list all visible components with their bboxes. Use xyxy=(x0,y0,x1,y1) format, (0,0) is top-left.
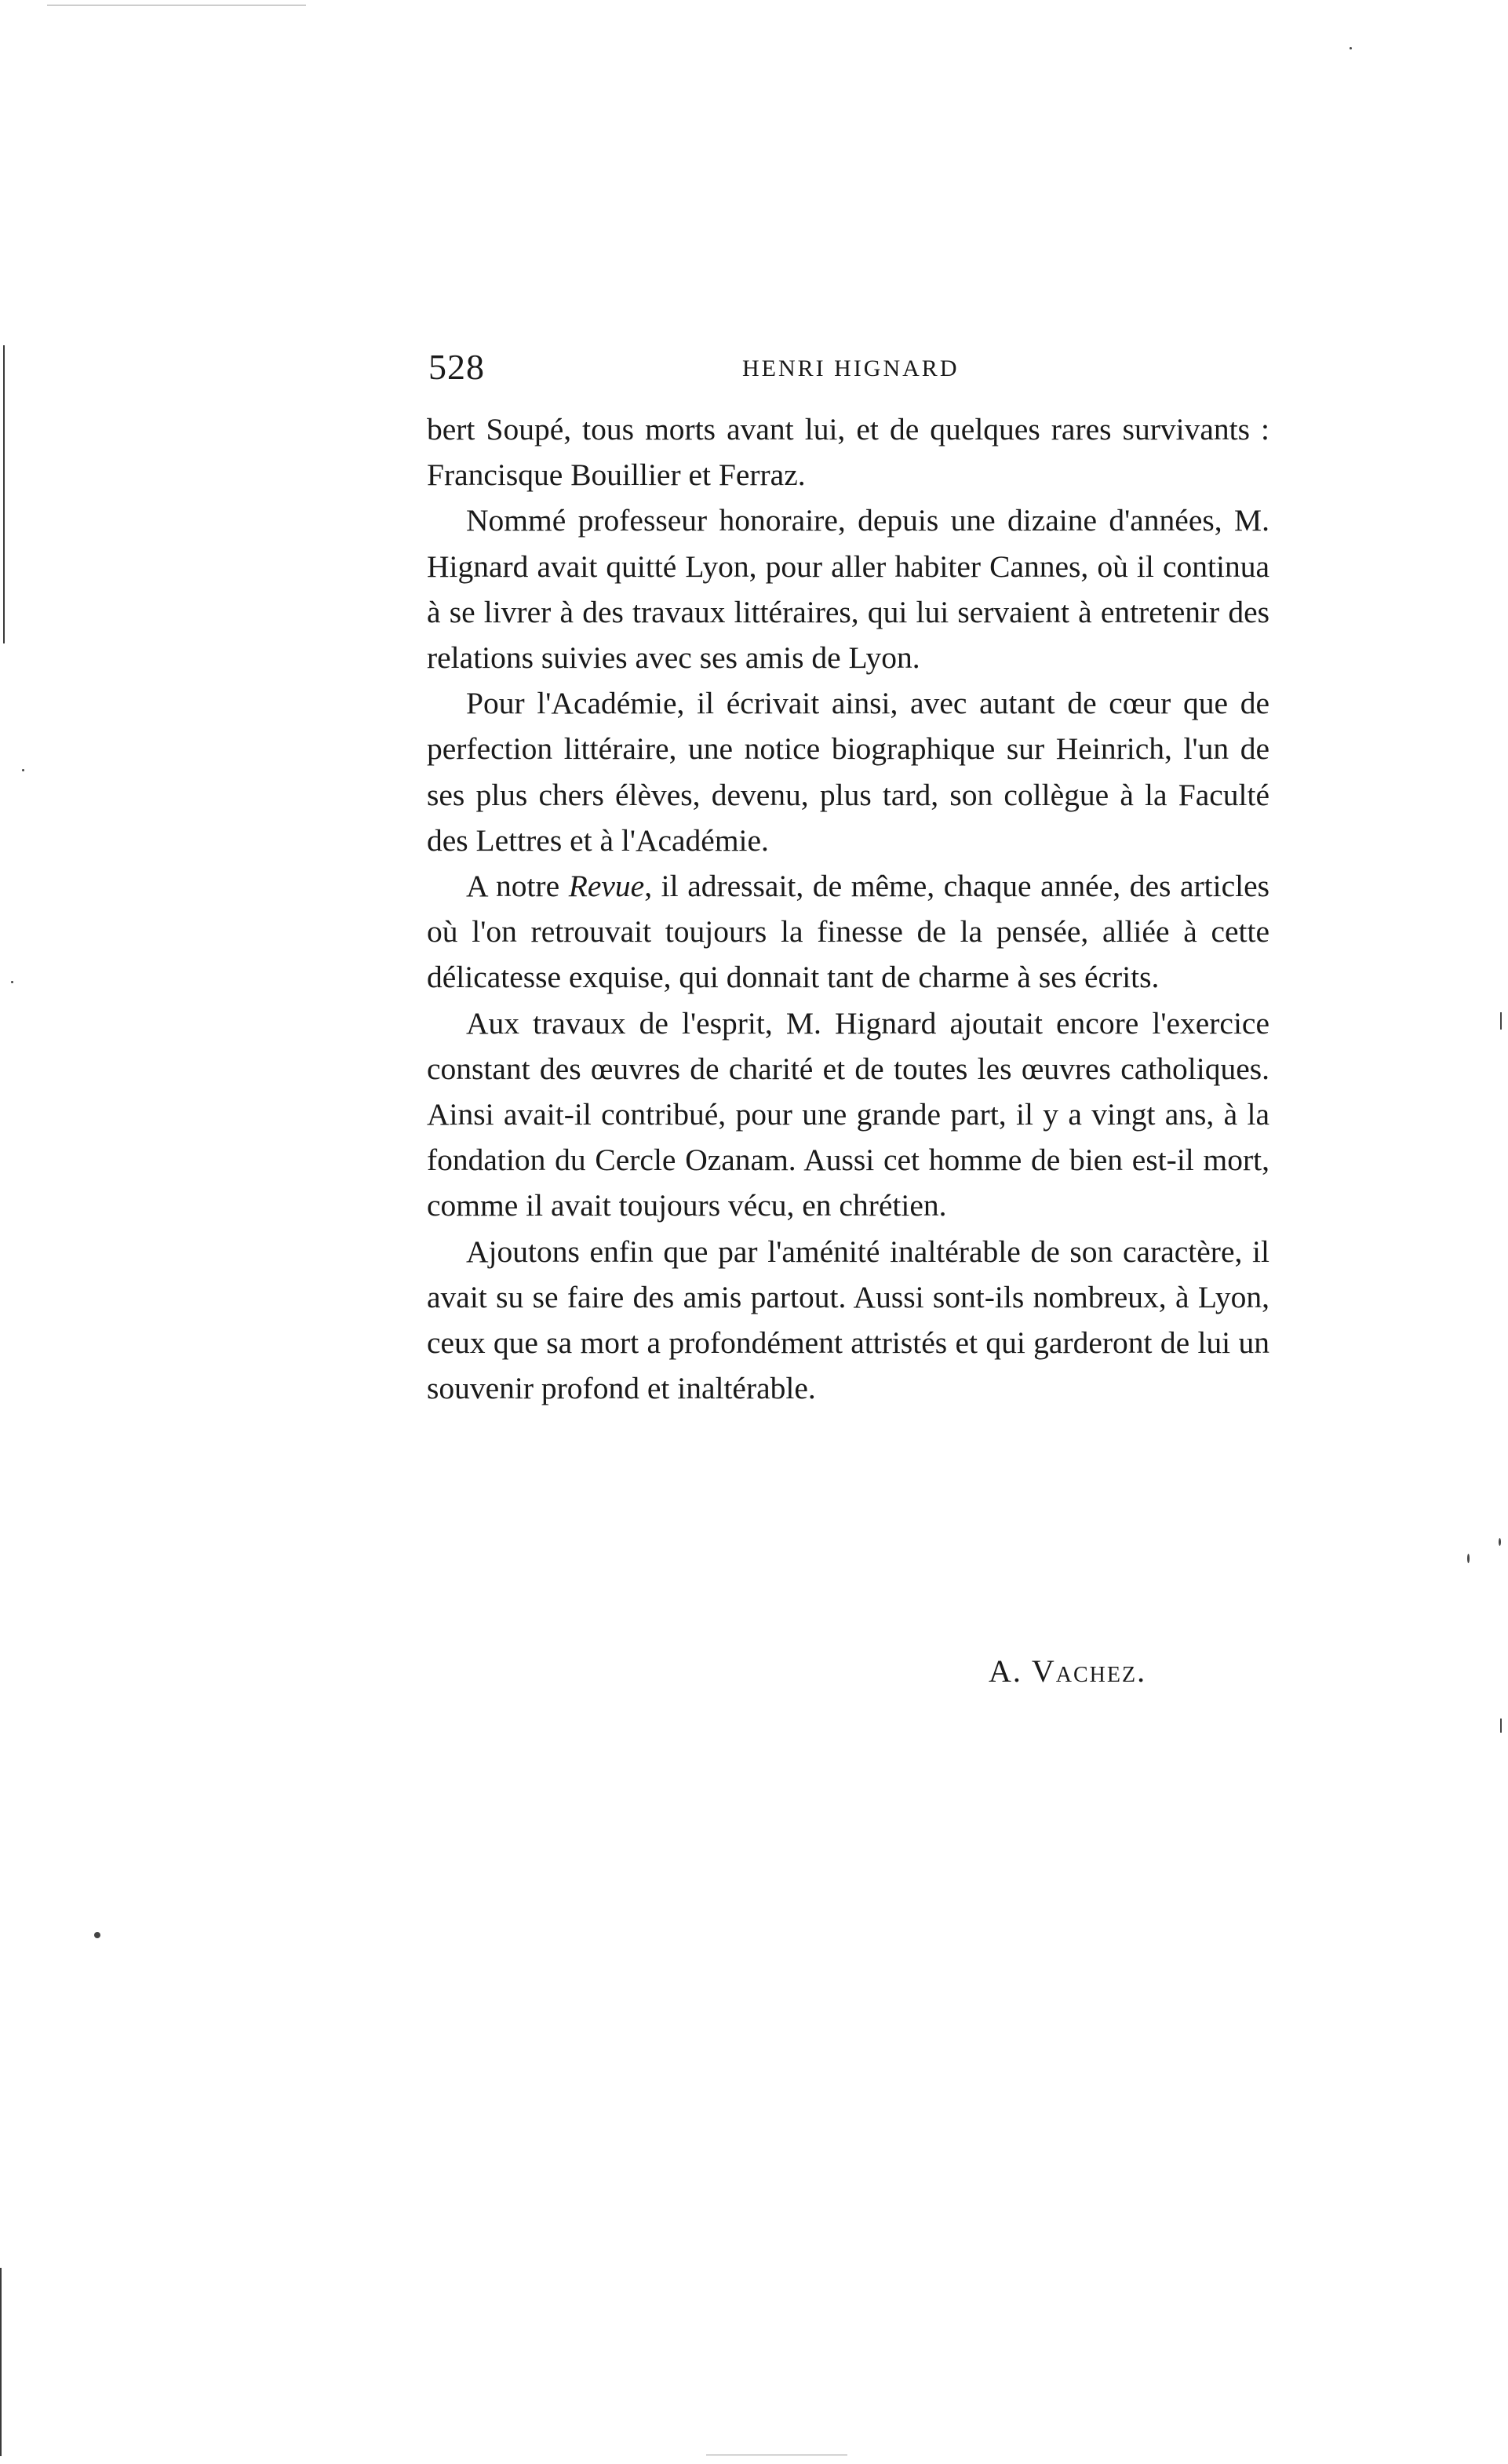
scan-speck xyxy=(1499,1538,1501,1546)
scan-speck xyxy=(1350,47,1352,49)
page-number: 528 xyxy=(428,347,485,387)
paragraph-text: A notre xyxy=(466,869,569,904)
scan-margin-rule xyxy=(0,2268,2,2456)
scan-speck xyxy=(94,1932,100,1938)
scan-speck xyxy=(1500,1012,1502,1030)
scan-speck xyxy=(1500,1719,1502,1733)
paragraph-text: , il adressait, de même, chaque année, des articles où l'on retrouvait toujours la finesse de la pensée, alliée à cette délicatesse exquise, qui donnait tant de charme à ses écrits. xyxy=(427,869,1270,995)
author-signature xyxy=(989,1648,1146,1695)
paragraph: bert Soupé, tous morts avant lui, et de quelques rares survivants : Francisque Bouillier et Ferraz. xyxy=(427,412,1269,493)
signature-name: Vachez. xyxy=(1031,1653,1147,1689)
scan-margin-rule xyxy=(3,345,5,643)
signature-initial: A. xyxy=(989,1653,1032,1689)
body-text xyxy=(427,406,1269,1411)
paragraph: Pour l'Académie, il écrivait ainsi, avec autant de cœur que de perfection littéraire, une notice biographique sur Heinrich, l'un de ses plus chers élèves, devenu, plus tard, son collègue à la Faculté des Lettres et à l'Académie. xyxy=(427,686,1269,858)
paragraph: Aux travaux de l'esprit, M. Hignard ajoutait encore l'exercice constant des œuvres de charité et de toutes les œuvres catholiques. Ainsi avait-il contribué, pour une grande part, il y a vingt ans, à la fondation du Cercle Ozanam. Aussi cet homme de bien est-il mort, comme il avait toujours vécu, en chrétien. xyxy=(427,1005,1269,1223)
paragraph-revue xyxy=(427,863,1269,1001)
running-head: HENRI HIGNARD xyxy=(742,355,960,381)
paragraph: Nommé professeur honoraire, depuis une dizaine d'années, M. Hignard avait quitté Lyon, pour aller habiter Cannes, où il continua à se livrer à des travaux littéraires, qui lui servaient à entretenir des relations suivies avec ses amis de Lyon. xyxy=(427,503,1269,676)
scan-speck xyxy=(11,981,13,983)
page-header xyxy=(428,344,1276,391)
paragraph: Ajoutons enfin que par l'aménité inaltérable de son caractère, il avait su se faire des amis partout. Aussi sont-ils nombreux, à Lyon, ceux que sa mort a profondément attristés et qui garderont de lui un souvenir profond et inaltérable. xyxy=(427,1234,1269,1406)
scan-speck xyxy=(1467,1554,1470,1563)
scan-speck xyxy=(22,769,24,771)
journal-title: Revue xyxy=(568,869,645,904)
